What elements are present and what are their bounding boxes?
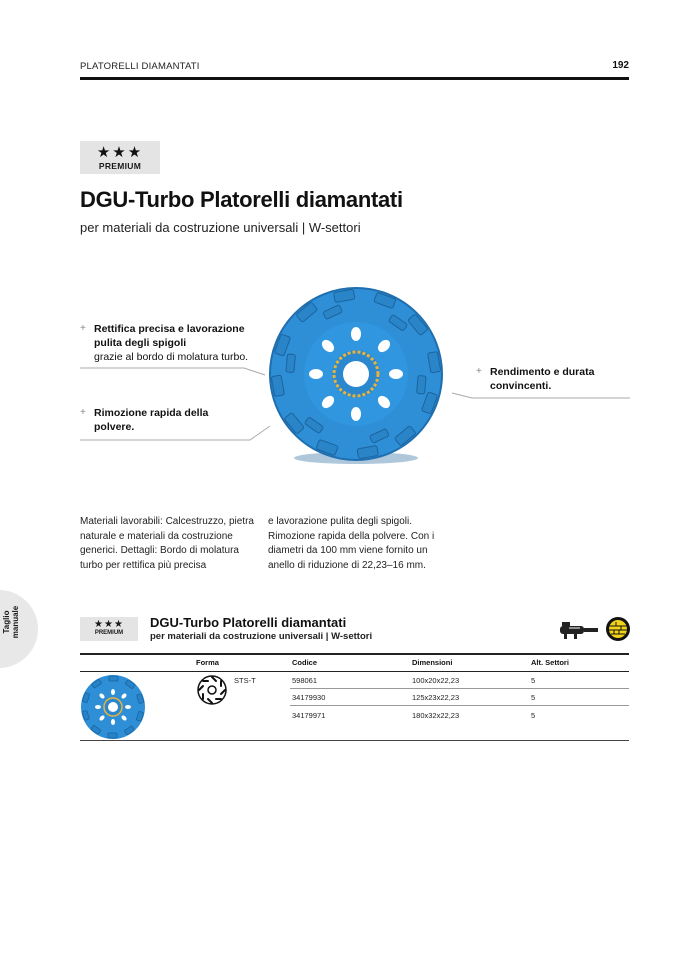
section-title: PLATORELLI DIAMANTATI	[80, 61, 200, 72]
table-top-rule	[80, 653, 629, 655]
turbo-segment-icon	[196, 674, 228, 706]
forma-label: STS-T	[234, 676, 256, 685]
page-subtitle: per materiali da costruzione universali | W-settori	[80, 220, 361, 235]
feature-item	[476, 365, 626, 393]
premium-badge-small	[80, 617, 138, 641]
table-cell-settori: 5	[531, 693, 536, 702]
table-cell-codice: 34179930	[292, 693, 326, 702]
table-cell-settori: 5	[531, 676, 536, 685]
table-cell-dimensioni: 180x32x22,23	[412, 711, 460, 720]
column-header-settori: Alt. Settori	[531, 658, 569, 667]
table-bottom-rule	[80, 740, 629, 741]
table-cell-settori: 5	[531, 711, 536, 720]
premium-label: PREMIUM	[94, 630, 124, 636]
body-text-col1: Materiali lavorabili: Calcestruzzo, pietra naturale e materiali da costruzione generici. Dettagli: Bordo di molatura turbo per rettifica più precisa	[80, 516, 254, 571]
stars-icon: ★★★	[96, 144, 144, 161]
table-cell-dimensioni: 125x23x22,23	[412, 693, 460, 702]
table-cell-codice: 34179971	[292, 711, 326, 720]
table-row-rule	[290, 705, 629, 706]
premium-badge	[80, 141, 160, 174]
table-cell-codice: 598061	[292, 676, 318, 685]
table-row-rule	[290, 688, 629, 689]
column-header-dimensioni: Dimensioni	[412, 658, 453, 667]
body-text-col2: e lavorazione pulita degli spigoli. Rimozione rapida della polvere. Con i diametri da 100 mm viene fornito un anello di riduzione di 22,23–16 mm.	[268, 516, 435, 571]
page-title: DGU-Turbo Platorelli diamantati	[80, 187, 403, 212]
side-tab-label: Taglio manuale	[2, 605, 20, 639]
product-thumbnail	[80, 674, 146, 740]
feature-item	[80, 322, 270, 364]
feature-bold: Rimozione rapida della polvere.	[94, 407, 209, 433]
stars-icon: ★★★	[94, 619, 124, 630]
feature-bold: Rettifica precisa e lavorazione pulita degli spigoli	[94, 323, 245, 349]
table-cell-dimensioni: 100x20x22,23	[412, 676, 460, 685]
feature-item	[80, 406, 230, 434]
column-header-forma: Forma	[196, 658, 219, 667]
premium-label: PREMIUM	[98, 161, 142, 171]
product-subtitle: per materiali da costruzione universali | W-settori	[150, 631, 373, 642]
feature-bold: Rendimento e durata convincenti.	[490, 366, 595, 392]
header-rule	[80, 77, 629, 80]
angle-grinder-icon	[558, 620, 600, 640]
feature-text: grazie al bordo di molatura turbo.	[94, 351, 249, 363]
column-header-codice: Codice	[292, 658, 318, 667]
page-number: 192	[612, 60, 629, 71]
product-title: DGU-Turbo Platorelli diamantati	[150, 615, 347, 630]
plus-icon: +	[80, 407, 86, 418]
table-header-rule	[80, 671, 629, 672]
brick-wall-icon	[606, 617, 630, 641]
plus-icon: +	[80, 323, 86, 334]
plus-icon: +	[476, 366, 482, 377]
